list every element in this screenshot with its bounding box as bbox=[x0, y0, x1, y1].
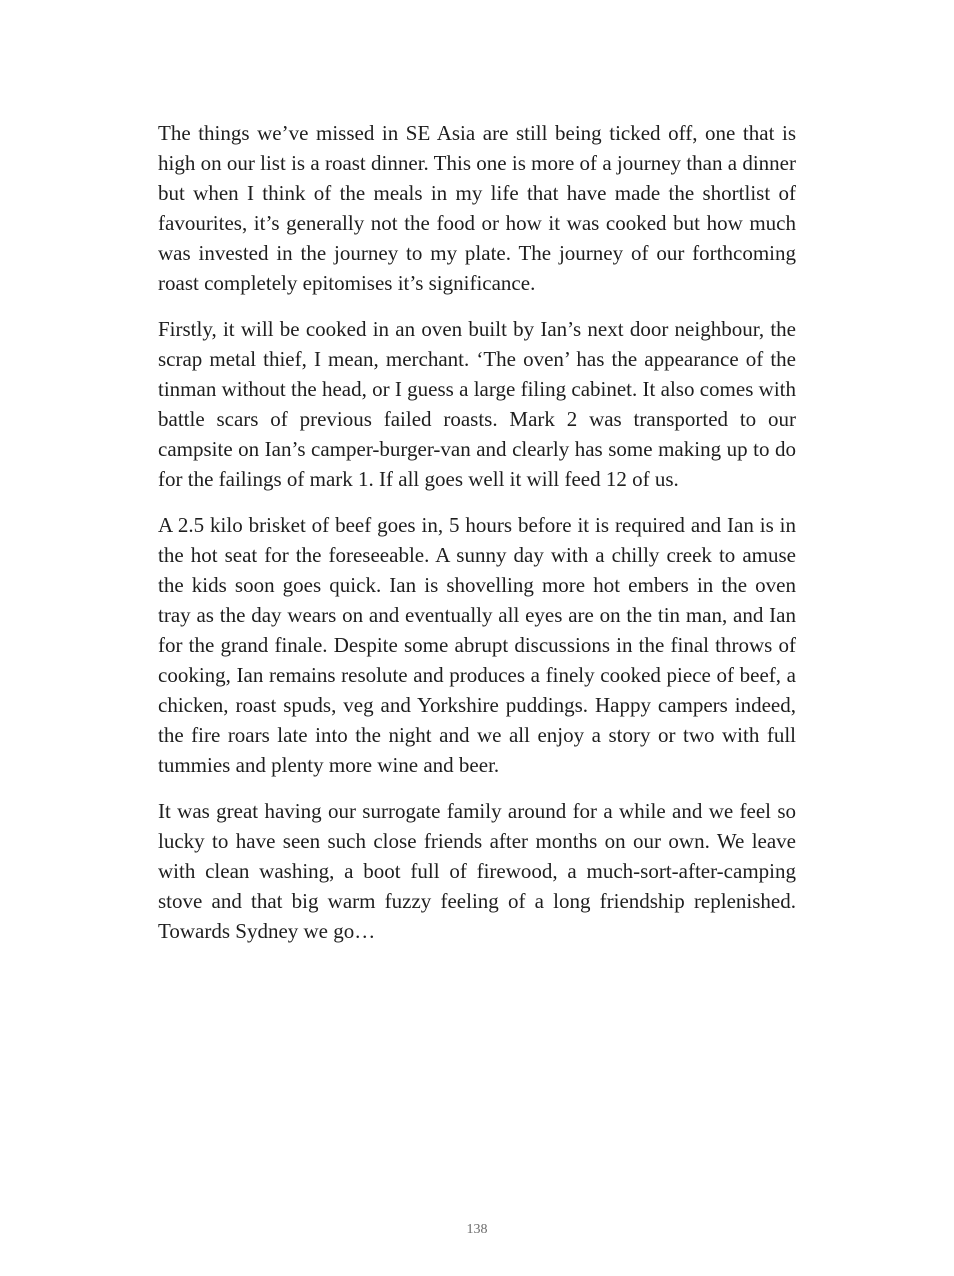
page-number: 138 bbox=[466, 1222, 488, 1237]
paragraph-4: It was great having our surrogate family around for a while and we feel so lucky to have seen such close friends after months on our own. We leave with clean washing, a boot full of firewood, a much-sort-after-camping stove and that big warm fuzzy feeling of a long friendship replenished. Towards Sydney we go… bbox=[158, 799, 796, 943]
paragraph-3: A 2.5 kilo brisket of beef goes in, 5 hours before it is required and Ian is in the hot seat for the foreseeable. A sunny day with a chilly creek to amuse the kids soon goes quick. Ian is shovelling more hot embers in the oven tray as the day wears on and eventually all eyes are on the tin man, and Ian for the grand finale. Despite some abrupt discussions in the final throws of cooking, Ian remains resolute and produces a finely cooked piece of beef, a chicken, roast spuds, veg and Yorkshire puddings. Happy campers indeed, the fire roars late into the night and we all enjoy a story or two with full tummies and plenty more wine and beer. bbox=[158, 513, 796, 777]
page-body bbox=[158, 118, 796, 962]
paragraph-1: The things we’ve missed in SE Asia are still being ticked off, one that is high on our list is a roast dinner. This one is more of a journey than a dinner but when I think of the meals in my life that have made the shortlist of favourites, it’s generally not the food or how it was cooked but how much was invested in the journey to my plate. The journey of our forthcoming roast completely epitomises it’s significance. bbox=[158, 121, 796, 295]
paragraph-2: Firstly, it will be cooked in an oven built by Ian’s next door neighbour, the scrap metal thief, I mean, merchant. ‘The oven’ has the appearance of the tinman without the head, or I guess a large filing cabinet. It also comes with battle scars of previous failed roasts. Mark 2 was transported to our campsite on Ian’s camper-burger-van and clearly has some making up to do for the failings of mark 1. If all goes well it will feed 12 of us. bbox=[158, 317, 796, 491]
